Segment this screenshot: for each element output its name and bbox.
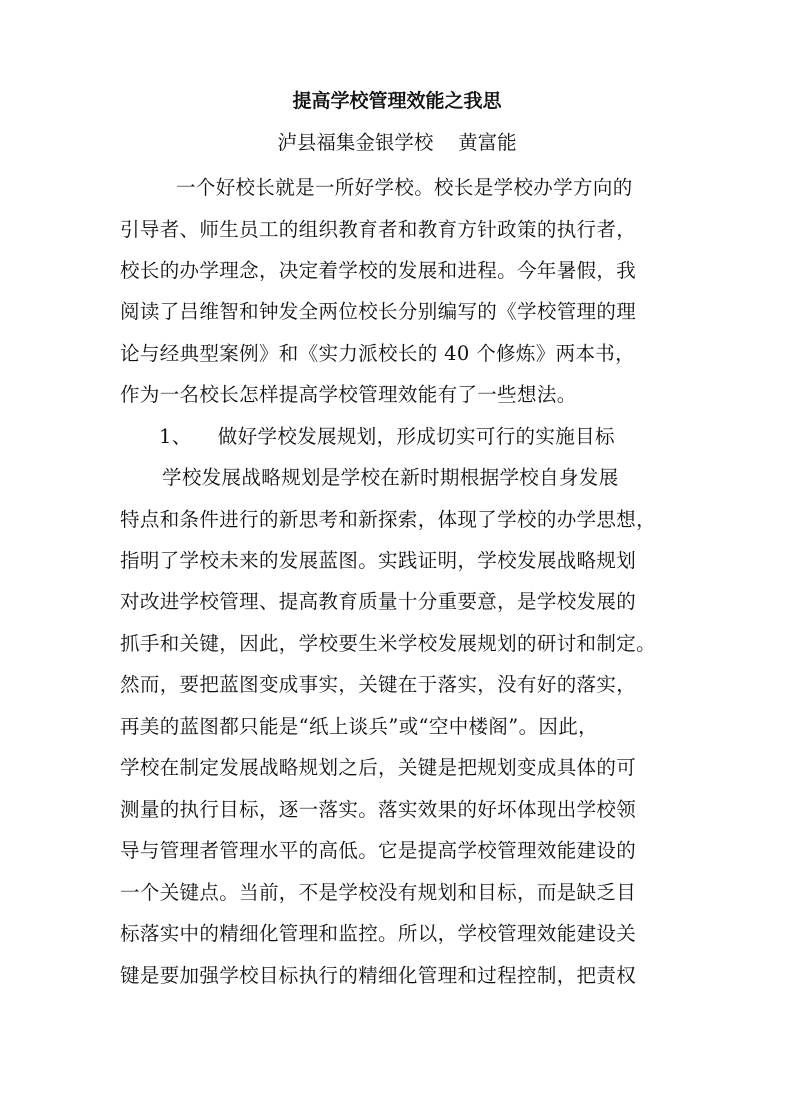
paragraph-line: 学校发展战略规划是学校在新时期根据学校自身发展 xyxy=(162,466,619,489)
paragraph-line: 然而，要把蓝图变成事实，关键在于落实，没有好的落实， xyxy=(120,673,637,696)
paragraph-line: 指明了学校未来的发展蓝图。实践证明，学校发展战略规划 xyxy=(120,549,637,572)
paragraph-line: 再美的蓝图都只能是“纸上谈兵”或“空中楼阁”。因此， xyxy=(120,715,598,738)
paragraph-line: 一个关键点。当前，不是学校没有规划和目标，而是缺乏目 xyxy=(120,881,637,904)
paragraph-line: 键是要加强学校目标执行的精细化管理和过程控制，把责权 xyxy=(120,964,637,987)
paragraph-line: 阅读了吕维智和钟发全两位校长分别编写的《学校管理的理 xyxy=(120,300,637,323)
paragraph-line: 学校在制定发展战略规划之后，关键是把规划变成具体的可 xyxy=(120,756,637,779)
section-heading: 1、 做好学校发展规划，形成切实可行的实施目标 xyxy=(159,425,615,448)
paragraph-line: 导与管理者管理水平的高低。它是提高学校管理效能建设的 xyxy=(120,839,637,862)
paragraph-line: 测量的执行目标，逐一落实。落实效果的好坏体现出学校领 xyxy=(120,798,637,821)
paragraph-line: 校长的办学理念，决定着学校的发展和进程。今年暑假，我 xyxy=(120,259,637,282)
paragraph-line: 抓手和关键，因此，学校要生米学校发展规划的研讨和制定。 xyxy=(120,632,656,655)
paragraph-line: 标落实中的精细化管理和监控。所以，学校管理效能建设关 xyxy=(120,922,637,945)
paragraph-line: 论与经典型案例》和《实力派校长的 40 个修炼》两本书， xyxy=(120,342,636,365)
paragraph-line: 对改进学校管理、提高教育质量十分重要意，是学校发展的 xyxy=(120,590,637,613)
paragraph-line: 一个好校长就是一所好学校。校长是学校办学方向的 xyxy=(176,176,633,199)
document-title: 提高学校管理效能之我思 xyxy=(292,90,502,112)
paragraph-line: 作为一名校长怎样提高学校管理效能有了一些想法。 xyxy=(120,383,577,406)
paragraph-line: 引导者、师生员工的组织教育者和教育方针政策的执行者， xyxy=(120,218,637,241)
author-line: 泸县福集金银学校 黄富能 xyxy=(277,131,517,154)
paragraph-line: 特点和条件进行的新思考和新探索，体现了学校的办学思想， xyxy=(120,508,656,531)
